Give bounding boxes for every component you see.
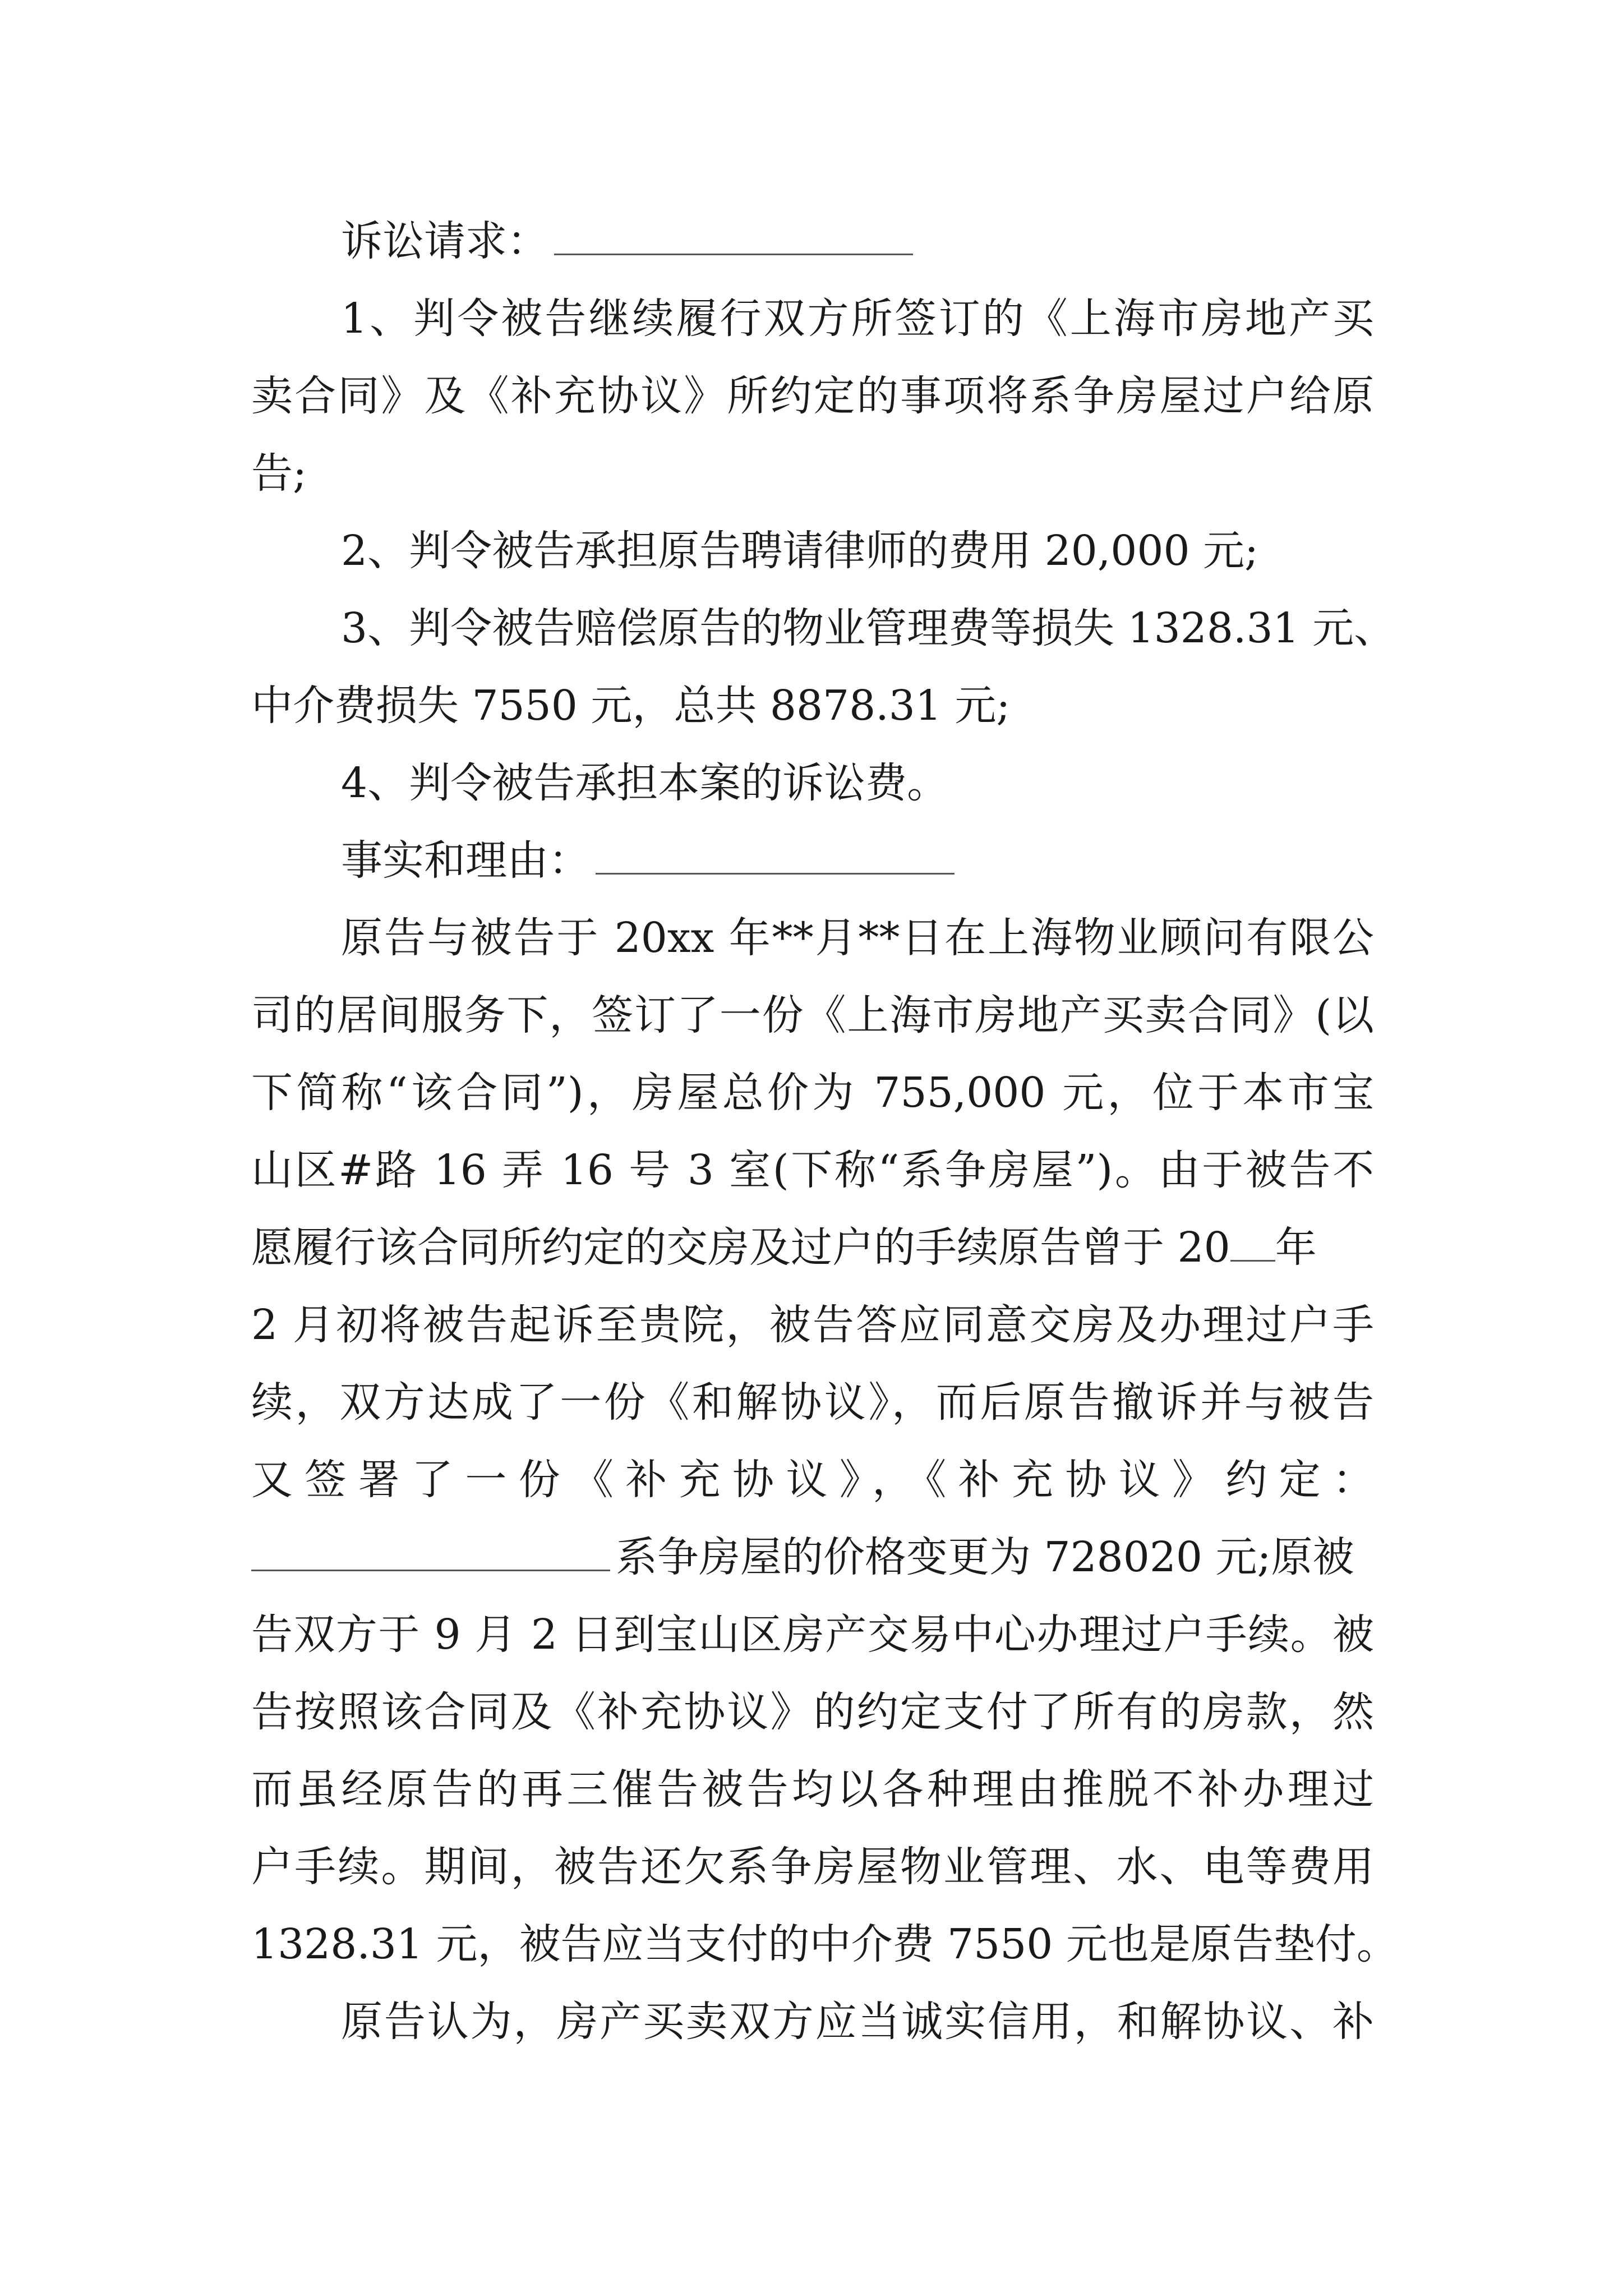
claim-1-line-2: 卖合同》及《补充协议》所约定的事项将系争房屋过户给原 xyxy=(251,372,1374,420)
claim-1-line-3: 告; xyxy=(251,449,307,498)
claim-1-line-1: 1、判令被告继续履行双方所签订的《上海市房地产买 xyxy=(341,295,1374,343)
facts-p1-line-10: 告双方于 9 月 2 日到宝山区房产交易中心办理过户手续。被 xyxy=(251,1611,1374,1659)
claims-heading-line xyxy=(341,210,913,272)
facts-p1-line-9-text: 系争房屋的价格变更为 728020 元;原被 xyxy=(616,1533,1354,1581)
facts-p1-line-13: 户手续。期间，被告还欠系争房屋物业管理、水、电等费用 xyxy=(251,1843,1374,1891)
facts-p1-line-11: 告按照该合同及《补充协议》的约定支付了所有的房款，然 xyxy=(251,1688,1374,1736)
claims-blank-field xyxy=(554,214,913,255)
year-blank-field xyxy=(1230,1221,1275,1262)
facts-p2-line-1: 原告认为，房产买卖双方应当诚实信用，和解协议、补 xyxy=(341,1998,1374,2046)
facts-p1-line-5-year-suffix: 年 xyxy=(1275,1223,1317,1272)
facts-p1-line-8: 又签署了一份《补充协议》，《补充协议》约定： xyxy=(251,1456,1374,1504)
facts-p1-line-6: 2 月初将被告起诉至贵院，被告答应同意交房及办理过户手 xyxy=(251,1301,1374,1349)
facts-p1-line-5-text: 愿履行该合同所约定的交房及过户的手续原告曾于 20 xyxy=(251,1223,1230,1272)
agreement-blank-field xyxy=(251,1530,610,1571)
facts-p1-line-7: 续，双方达成了一份《和解协议》，而后原告撤诉并与被告 xyxy=(251,1378,1374,1427)
facts-p1-line-9 xyxy=(251,1526,1354,1588)
facts-p1-line-14: 1328.31 元，被告应当支付的中介费 7550 元也是原告垫付。 xyxy=(251,1920,1398,1968)
facts-blank-field xyxy=(596,834,955,875)
claim-3-line-2: 中介费损失 7550 元，总共 8878.31 元; xyxy=(251,682,1011,730)
claim-3-line-1: 3、判令被告赔偿原告的物业管理费等损失 1328.31 元、 xyxy=(341,604,1396,652)
facts-p1-line-4: 山区#路 16 弄 16 号 3 室(下称“系争房屋”)。由于被告不 xyxy=(251,1146,1374,1194)
claim-2: 2、判令被告承担原告聘请律师的费用 20,000 元; xyxy=(341,527,1258,575)
facts-p1-line-12: 而虽经原告的再三催告被告均以各种理由推脱不补办理过 xyxy=(251,1765,1374,1814)
facts-p1-line-3: 下简称“该合同”)，房屋总价为 755,000 元，位于本市宝 xyxy=(251,1069,1374,1117)
facts-p1-line-5 xyxy=(251,1217,1374,1278)
facts-heading-line xyxy=(341,830,955,891)
facts-heading: 事实和理由： xyxy=(341,836,590,885)
claims-heading: 诉讼请求： xyxy=(341,217,548,265)
facts-p1-line-1: 原告与被告于 20xx 年**月**日在上海物业顾问有限公 xyxy=(341,914,1374,962)
facts-p1-line-2: 司的居间服务下，签订了一份《上海市房地产买卖合同》(以 xyxy=(251,991,1374,1039)
claim-4: 4、判令被告承担本案的诉讼费。 xyxy=(341,759,949,807)
